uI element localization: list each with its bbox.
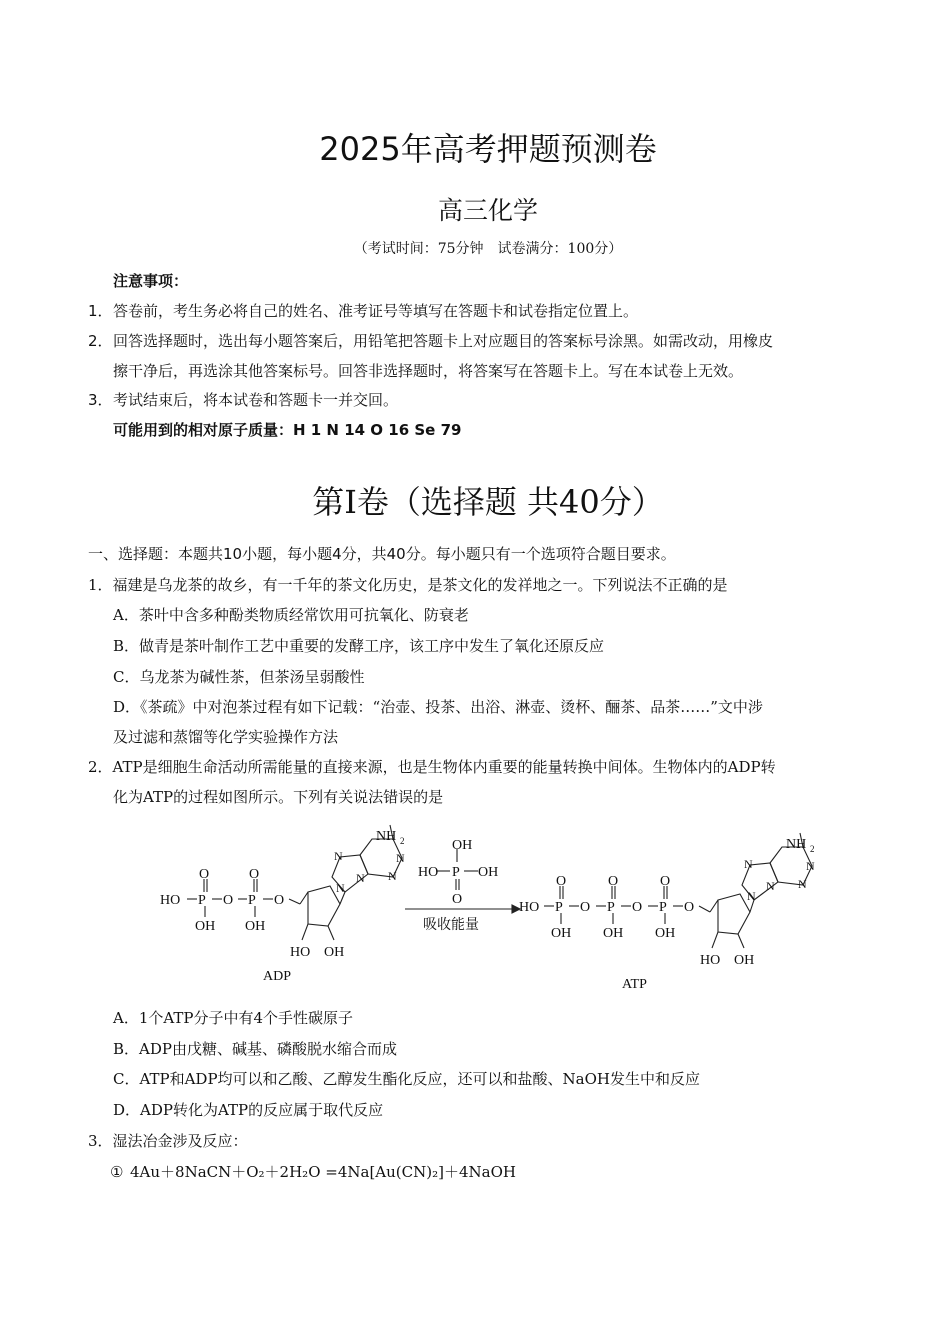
- adp-n1: N: [334, 849, 343, 863]
- atp-o1: O: [580, 900, 591, 915]
- adp-sugar-oh: OH: [324, 945, 345, 960]
- atp-p1: P: [555, 900, 563, 915]
- adp-p2: P: [248, 893, 256, 908]
- atp-n3: N: [747, 889, 756, 903]
- adp-n3: N: [336, 881, 345, 895]
- q1-option-d-line2: 及过滤和蒸馏等化学实验操作方法: [113, 728, 339, 746]
- atp-nh2-sub: 2: [810, 844, 815, 854]
- q2-option-d: D．ADP转化为ATP的反应属于取代反应: [113, 1101, 384, 1119]
- atp-p3: P: [659, 900, 667, 915]
- arrow-label: 吸收能量: [423, 918, 479, 933]
- q1-option-c: C．乌龙茶为碱性茶，但茶汤呈弱酸性: [113, 668, 365, 686]
- adp-n2: N: [356, 871, 365, 885]
- atp-sugar-ho: HO: [700, 953, 721, 968]
- acid-oh-top: OH: [452, 838, 473, 853]
- atp-oh1: OH: [551, 926, 572, 941]
- section-title: 第Ⅰ卷（选择题 共40分）: [312, 483, 664, 521]
- atp-o4: O: [556, 874, 567, 889]
- atomic-mass-line: 可能用到的相对原子质量：H 1 N 14 O 16 Se 79: [113, 421, 462, 439]
- atp-o2: O: [632, 900, 643, 915]
- adp-oh2: OH: [245, 919, 266, 934]
- note-2-text-line1: 回答选择题时，选出每小题答案后，用铅笔把答题卡上对应题目的答案标号涂黑。如需改动，用橡皮: [113, 332, 774, 350]
- atp-n1: N: [744, 857, 753, 871]
- page-subtitle: 高三化学: [437, 196, 538, 225]
- notes-heading: 注意事项：: [113, 272, 189, 290]
- adp-nh2-sub: 2: [400, 836, 405, 846]
- atp-ho: HO: [519, 900, 540, 915]
- q3-equation-1: 4Au＋8NaCN＋O₂＋2H₂O =4Na[Au(CN)₂]＋4NaOH: [130, 1163, 516, 1181]
- acid-p: P: [452, 865, 460, 880]
- atp-n4: N: [806, 859, 815, 873]
- atp-nh2: NH: [786, 837, 807, 852]
- q2-option-c: C．ATP和ADP均可以和乙酸、乙醇发生酯化反应，还可以和盐酸、NaOH发生中和反应: [113, 1070, 700, 1088]
- atp-o5: O: [608, 874, 619, 889]
- acid-ho: HO: [418, 865, 439, 880]
- adp-o1: O: [223, 893, 234, 908]
- atp-n5: N: [798, 877, 807, 891]
- adp-nh2: NH: [376, 829, 397, 844]
- atp-oh3: OH: [655, 926, 676, 941]
- adp-label: ADP: [263, 969, 292, 984]
- adp-ho: HO: [160, 893, 181, 908]
- section-instruction: 一、选择题：本题共10小题，每小题4分，共40分。每小题只有一个选项符合题目要求。: [88, 545, 676, 563]
- q1-option-d-line1: D．《茶疏》中对泡茶过程有如下记载：“治壶、投茶、出浴、淋壶、烫杯、酾茶、品茶……”文中涉: [113, 698, 763, 716]
- q2-option-a: A．1个ATP分子中有4个手性碳原子: [113, 1009, 354, 1027]
- note-1-text: 答卷前，考生务必将自己的姓名、准考证号等填写在答题卡和试卷指定位置上。: [113, 302, 639, 320]
- atp-o6: O: [660, 874, 671, 889]
- q1-stem: 1．福建是乌龙茶的故乡，有一千年的茶文化历史，是茶文化的发祥地之一。下列说法不正确的是: [88, 576, 728, 594]
- atp-n2: N: [766, 879, 775, 893]
- adp-to-atp-figure: [150, 822, 840, 997]
- atp-sugar-oh: OH: [734, 953, 755, 968]
- note-2-text-line2: 擦干净后，再选涂其他答案标号。回答非选择题时，将答案写在答题卡上。写在本试卷上无效。: [113, 362, 744, 380]
- q1-option-b: B．做青是茶叶制作工艺中重要的发酵工序，该工序中发生了氧化还原反应: [113, 637, 605, 655]
- adp-n4: N: [396, 851, 405, 865]
- note-1-number: 1．: [88, 302, 113, 320]
- adp-o3: O: [199, 867, 210, 882]
- q2-stem-line2: 化为ATP的过程如图所示。下列有关说法错误的是: [113, 788, 444, 806]
- page-title: 2025年高考押题预测卷: [319, 130, 657, 168]
- q3-equation-number: ①: [110, 1163, 124, 1181]
- adp-o2: O: [274, 893, 285, 908]
- acid-oh-right: OH: [478, 865, 499, 880]
- note-3-text: 考试结束后，将本试卷和答题卡一并交回。: [113, 391, 399, 409]
- q2-stem-line1: 2．ATP是细胞生命活动所需能量的直接来源，也是生物体内重要的能量转换中间体。生物体内的ADP转: [88, 758, 776, 776]
- q1-option-a: A．茶叶中含多种酚类物质经常饮用可抗氧化、防衰老: [113, 606, 469, 624]
- adp-sugar-ho: HO: [290, 945, 311, 960]
- note-2-number: 2．: [88, 332, 113, 350]
- q3-stem: 3．湿法冶金涉及反应：: [88, 1132, 248, 1150]
- atp-label: ATP: [622, 977, 647, 992]
- atp-oh2: OH: [603, 926, 624, 941]
- adp-p1: P: [198, 893, 206, 908]
- atp-p2: P: [607, 900, 615, 915]
- acid-o: O: [452, 892, 463, 907]
- atp-o3: O: [684, 900, 695, 915]
- exam-info: （考试时间：75分钟 试卷满分：100分）: [353, 241, 623, 257]
- note-3-number: 3．: [88, 391, 113, 409]
- adp-n5: N: [388, 869, 397, 883]
- q2-option-b: B．ADP由戊糖、碱基、磷酸脱水缩合而成: [113, 1040, 397, 1058]
- adp-o4: O: [249, 867, 260, 882]
- adp-oh1: OH: [195, 919, 216, 934]
